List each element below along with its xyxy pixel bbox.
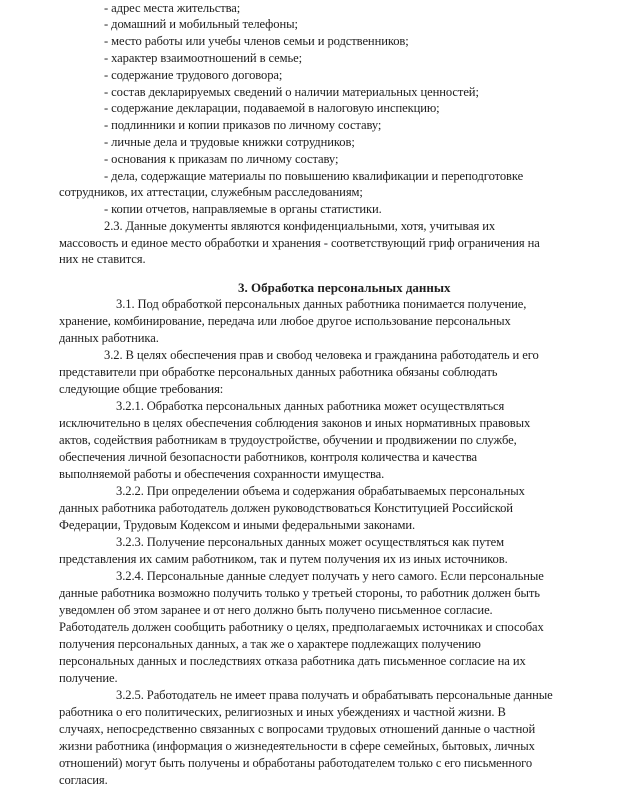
paragraph-line: 3.2.2. При определении объема и содержания обрабатываемых персональных [116, 484, 525, 498]
paragraph-line: данных работника. [59, 331, 159, 345]
paragraph-line: выполняемой работы и обеспечения сохранности имущества. [59, 467, 385, 481]
paragraph-line: персональных данных и последствиях отказа работника дать письменное согласие на их [59, 654, 526, 668]
paragraph-line: 3.2.3. Получение персональных данных может осуществляться как путем [116, 535, 505, 549]
list-item: - место работы или учебы членов семьи и родственников; [104, 34, 409, 48]
list-item: - содержание трудового договора; [104, 68, 283, 82]
paragraph-line: 3.2.5. Работодатель не имеет права получать и обрабатывать персональные данные [116, 688, 553, 702]
paragraph-line: массовость и единое место обработки и хранения - соответствующий гриф ограничения на [59, 236, 540, 250]
paragraph-line: представители при обработке персональных данных работника обязаны соблюдать [59, 365, 498, 379]
paragraph-line: 3.1. Под обработкой персональных данных работника понимается получение, [116, 297, 527, 311]
list-item: - характер взаимоотношений в семье; [104, 51, 303, 65]
paragraph-line: случаях, непосредственно связанных с вопросами трудовых отношений данные о частной [59, 722, 536, 736]
list-item: - личные дела и трудовые книжки сотрудников; [104, 135, 355, 149]
paragraph-line: актов, содействия работникам в трудоустройстве, обучении и продвижении по службе, [59, 433, 517, 447]
list-item: - копии отчетов, направляемые в органы статистики. [104, 202, 382, 216]
section-heading: 3. Обработка персональных данных [238, 280, 451, 295]
paragraph-line: жизни работника (информация о жизнедеятельности в сфере семейных, бытовых, личных [59, 739, 535, 753]
paragraph-line: данные работника возможно получить только у третьей стороны, то работник должен быть [59, 586, 540, 600]
paragraph-line: исключительно в целях обеспечения соблюдения законов и иных нормативных правовых [59, 416, 531, 430]
list-item: - подлинники и копии приказов по личному составу; [104, 118, 382, 132]
paragraph-line: данных работника работодатель должен руководствоваться Конституцией Российской [59, 501, 513, 515]
paragraph-line: представления их самим работником, так и путем получения их из иных источников. [59, 552, 508, 566]
list-item: - содержание декларации, подаваемой в налоговую инспекцию; [104, 101, 440, 115]
paragraph-line: согласия. [59, 773, 108, 787]
paragraph-line: получение. [59, 671, 118, 685]
paragraph-line: уведомлен об этом заранее и от него должно быть получено письменное согласие. [59, 603, 493, 617]
paragraph-line: работника о его политических, религиозных и иных убеждениях и частной жизни. В [59, 705, 506, 719]
paragraph-line: 3.2.4. Персональные данные следует получать у него самого. Если персональные [116, 569, 544, 583]
list-item: - домашний и мобильный телефоны; [104, 17, 298, 31]
paragraph-line: сотрудников, их аттестации, служебным расследованиям; [59, 185, 363, 199]
paragraph-line: обеспечения личной безопасности работников, контроля количества и качества [59, 450, 478, 464]
paragraph-line: получения персональных данных, а так же о характере подлежащих получению [59, 637, 481, 651]
paragraph-line: 3.2.1. Обработка персональных данных работника может осуществляться [116, 399, 505, 413]
paragraph-line: Работодатель должен сообщить работнику о целях, предполагаемых источниках и способах [59, 620, 544, 634]
paragraph-line: отношений) могут быть получены и обработаны работодателем только с его письменного [59, 756, 533, 770]
paragraph-line: Федерации, Трудовым Кодексом и иными федеральными законами. [59, 518, 416, 532]
paragraph-line: 3.2. В целях обеспечения прав и свобод человека и гражданина работодатель и его [104, 348, 539, 362]
paragraph-line: них не ставится. [59, 252, 146, 266]
list-item: - основания к приказам по личному составу; [104, 152, 339, 166]
list-item: - дела, содержащие материалы по повышению квалификации и переподготовке [104, 169, 524, 183]
paragraph-line: хранение, комбинирование, передача или любое другое использование персональных [59, 314, 511, 328]
paragraph-line: 2.3. Данные документы являются конфиденциальными, хотя, учитывая их [104, 219, 496, 233]
list-item: - состав декларируемых сведений о наличии материальных ценностей; [104, 85, 479, 99]
paragraph-line: следующие общие требования: [59, 382, 224, 396]
list-item: - адрес места жительства; [104, 1, 241, 15]
